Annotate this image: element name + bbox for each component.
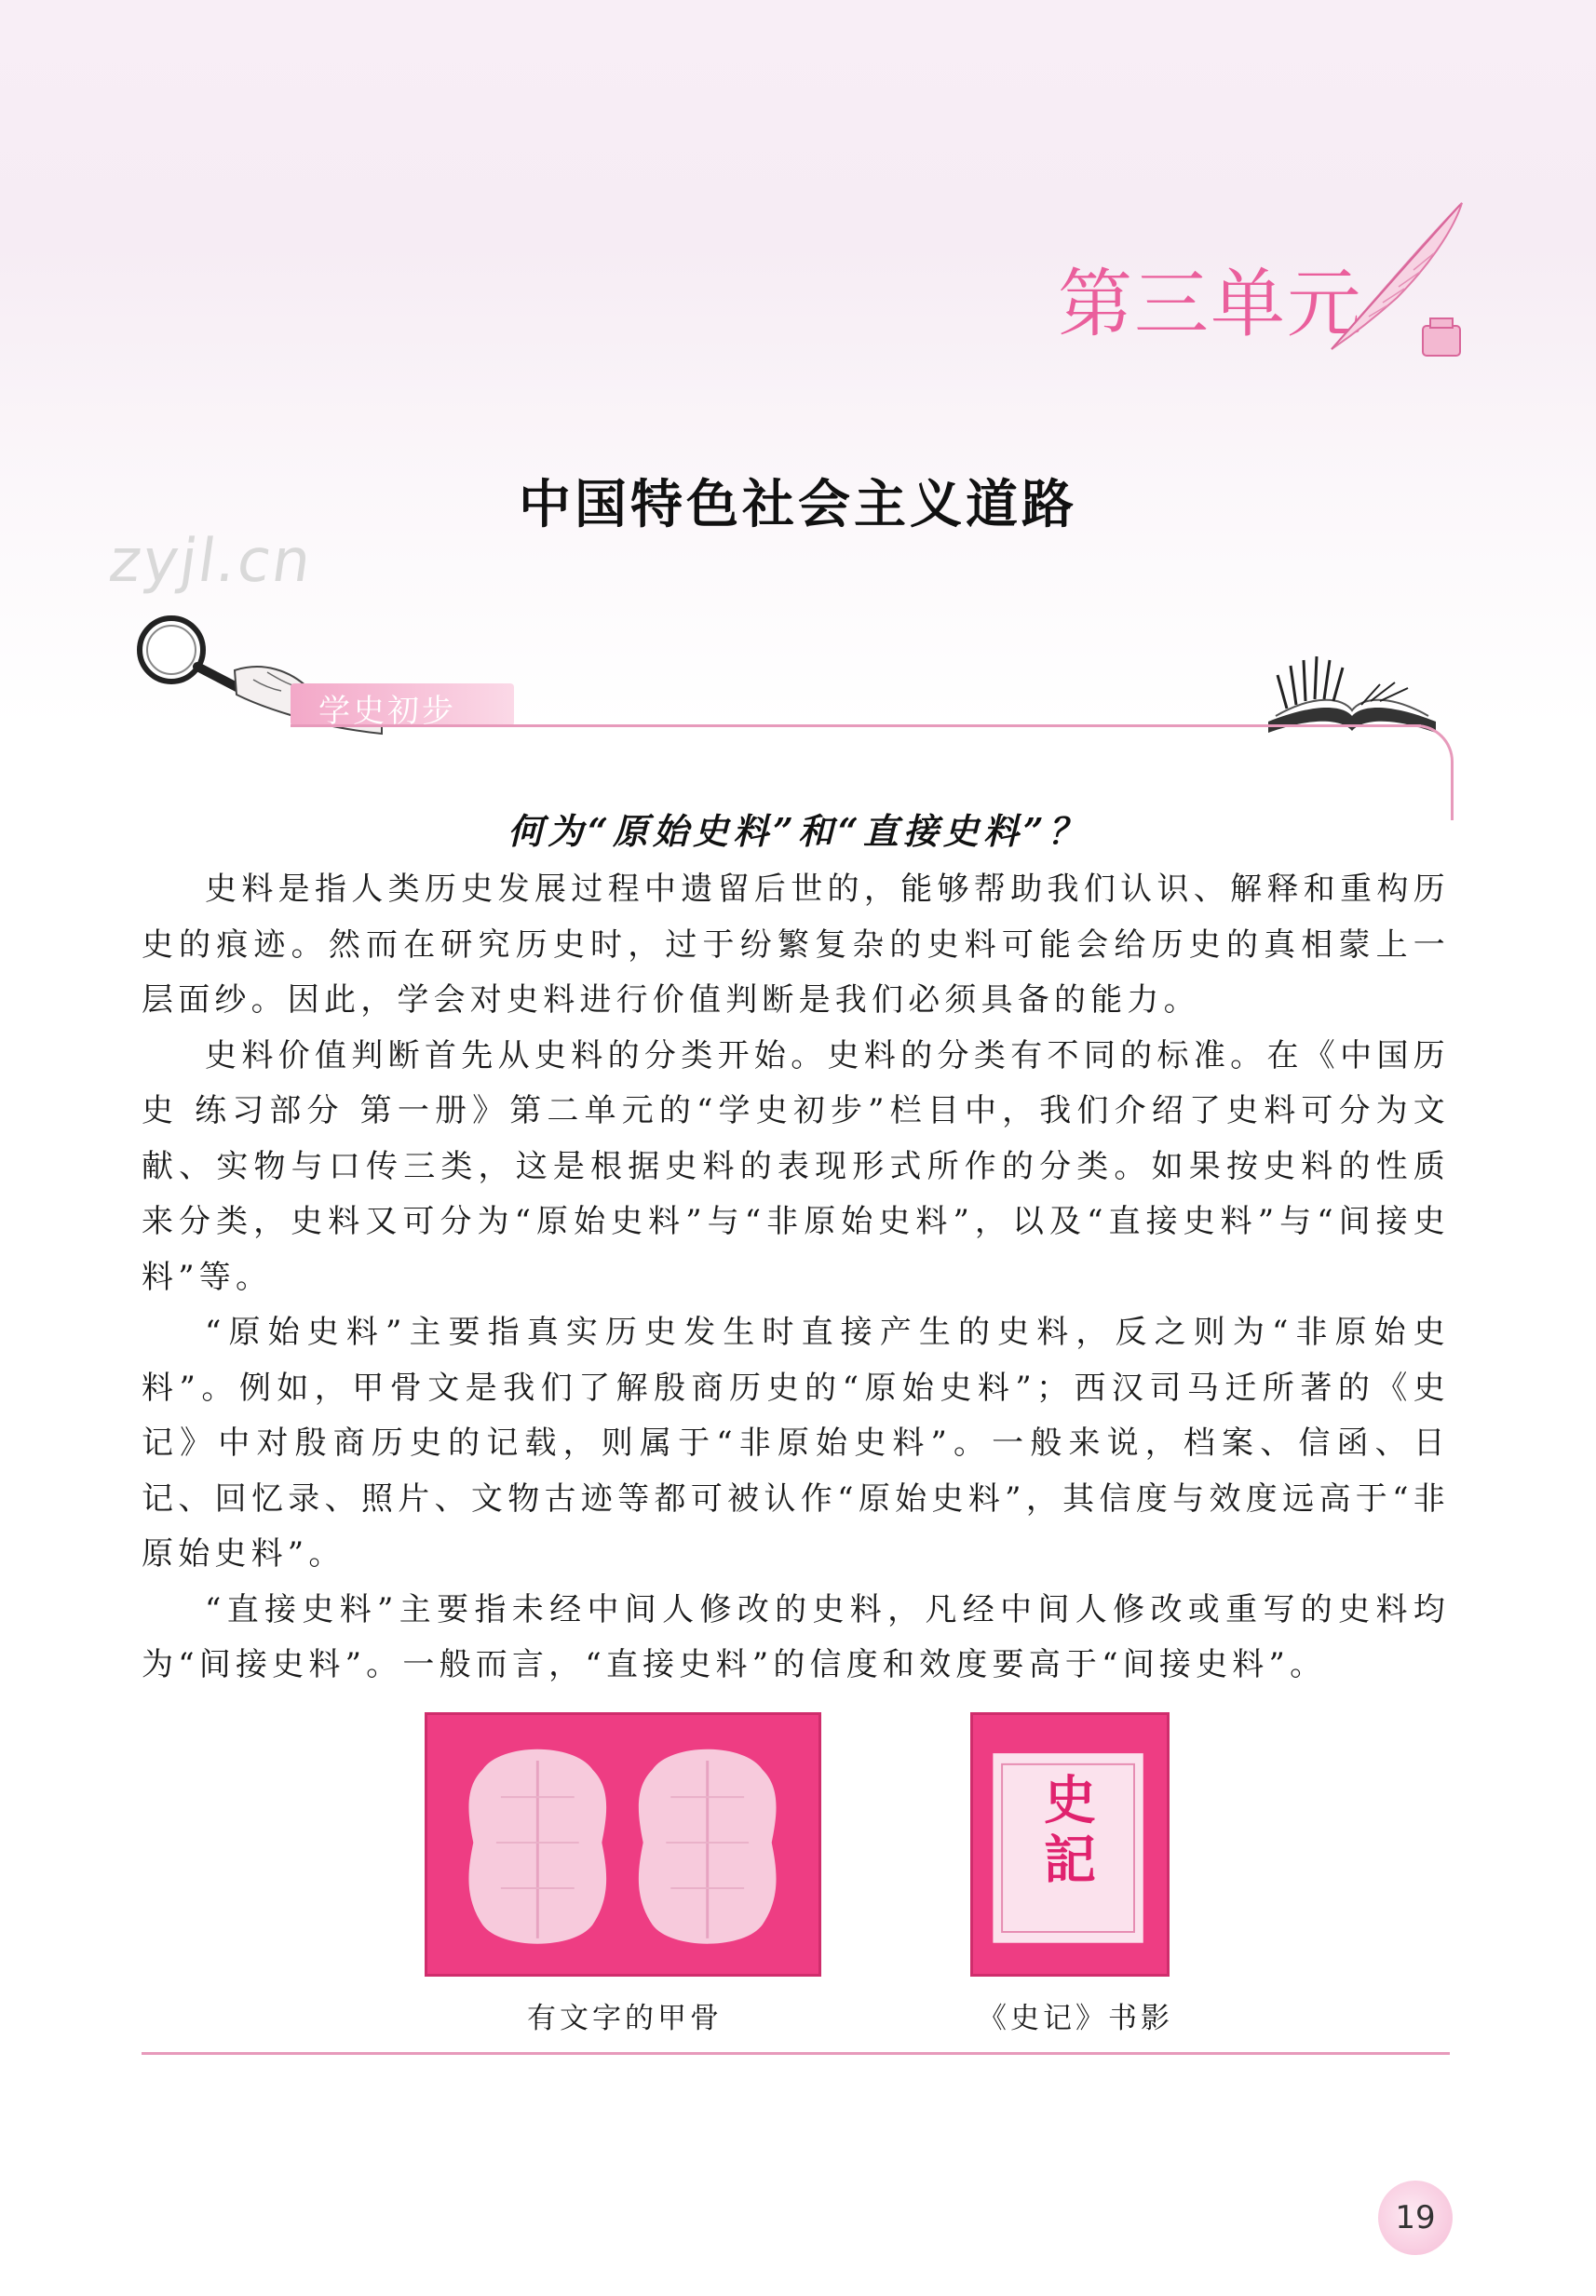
shiji-char-2: 記 bbox=[1044, 1830, 1096, 1891]
quill-pen-icon bbox=[1313, 196, 1471, 363]
paragraph: 史料价值判断首先从史料的分类开始。史料的分类有不同的标准。在《中国历史 练习部分 第一册》第二单元的“学史初步”栏目中，我们介绍了史料可分为文献、实物与口传三类，这是根据史料的表现形式所作的分类。如果按史料的性质来分类，史料又可分为“原始史料”与“非原始史料”，以及“直接史料”与“间接史料”等。 bbox=[142, 1036, 1450, 1296]
figure-caption: 《史记》书影 bbox=[978, 2002, 1173, 2035]
footer-divider bbox=[142, 2052, 1450, 2055]
paragraph: “直接史料”主要指未经中间人修改的史料，凡经中间人修改或重写的史料均为“间接史料”。一般而言，“直接史料”的信度和效度要高于“间接史料”。 bbox=[142, 1590, 1450, 1683]
page-number: 19 bbox=[1395, 2199, 1436, 2236]
article-title: 何为“原始史料”和“直接史料”？ bbox=[507, 810, 1089, 852]
watermark: zyjl.cn bbox=[104, 527, 318, 596]
paragraph: 史料是指人类历史发展过程中遗留后世的，能够帮助我们认识、解释和重构历史的痕迹。然而在研究历史时，过于纷繁复杂的史料可能会给历史的真相蒙上一层面纱。因此，学会对史料进行价值判断是我们必须具备的能力。 bbox=[142, 871, 1450, 1019]
section-label: 学史初步 bbox=[318, 693, 456, 730]
figure-caption: 有文字的甲骨 bbox=[527, 2002, 723, 2035]
article-body bbox=[142, 862, 1450, 1694]
oracle-bone-photo bbox=[425, 1712, 821, 1977]
paragraph: “原始史料”主要指真实历史发生时直接产生的史料，反之则为“非原始史料”。例如，甲骨文是我们了解殷商历史的“原始史料”；西汉司马迁所著的《史记》中对殷商历史的记载，则属于“非原始史料”。一般来说，档案、信函、日记、回忆录、照片、文物古迹等都可被认作“原始史料”，其信度与效度远高于“非原始史料”。 bbox=[142, 1314, 1450, 1573]
shiji-book-title bbox=[970, 1771, 1170, 1890]
section-divider bbox=[291, 724, 1421, 727]
chapter-title: 中国特色社会主义道路 bbox=[519, 475, 1077, 535]
unit-heading: 第三单元 bbox=[1058, 261, 1363, 347]
oracle-bone-image bbox=[427, 1715, 818, 1974]
shiji-char-1: 史 bbox=[1044, 1770, 1096, 1831]
